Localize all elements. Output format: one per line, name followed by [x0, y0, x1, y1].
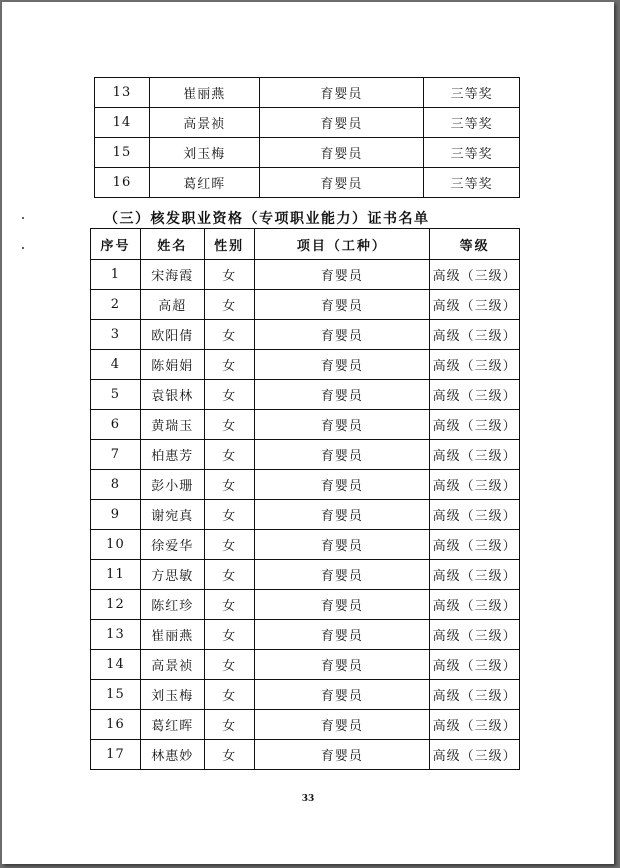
cell-level: 高级（三级） — [430, 350, 520, 380]
table-row — [91, 710, 520, 740]
table-row — [91, 290, 520, 320]
cell-name: 高超 — [140, 290, 204, 320]
cell-level: 高级（三级） — [430, 590, 520, 620]
cell-no: 16 — [95, 168, 150, 198]
cell-no: 15 — [91, 680, 141, 710]
cell-name: 林惠妙 — [140, 740, 204, 770]
cell-gender: 女 — [204, 560, 254, 590]
cell-project: 育婴员 — [254, 710, 430, 740]
cell-level: 高级（三级） — [430, 290, 520, 320]
table-row — [91, 500, 520, 530]
table-row — [95, 108, 520, 138]
cell-project: 育婴员 — [254, 290, 430, 320]
cell-project: 育婴员 — [254, 590, 430, 620]
table-row — [91, 590, 520, 620]
cell-level: 高级（三级） — [430, 680, 520, 710]
cell-no: 13 — [91, 620, 141, 650]
cell-project: 育婴员 — [254, 410, 430, 440]
cell-level: 高级（三级） — [430, 650, 520, 680]
cell-gender: 女 — [204, 380, 254, 410]
cell-gender: 女 — [204, 740, 254, 770]
cell-gender: 女 — [204, 440, 254, 470]
cell-name: 高景祯 — [140, 650, 204, 680]
cell-gender: 女 — [204, 650, 254, 680]
cell-level: 高级（三级） — [430, 410, 520, 440]
table-row — [91, 560, 520, 590]
cell-name: 陈红珍 — [140, 590, 204, 620]
table-header-row — [91, 229, 520, 260]
cell-name: 方思敏 — [140, 560, 204, 590]
cell-name: 刘玉梅 — [140, 680, 204, 710]
cell-name: 崔丽燕 — [149, 78, 259, 108]
cell-project: 育婴员 — [254, 320, 430, 350]
cell-level: 高级（三级） — [430, 620, 520, 650]
cell-name: 谢宛真 — [140, 500, 204, 530]
cell-level: 高级（三级） — [430, 710, 520, 740]
cell-name: 黄瑞玉 — [140, 410, 204, 440]
certificate-table-body — [91, 260, 520, 770]
cell-job: 育婴员 — [259, 78, 424, 108]
cell-no: 11 — [91, 560, 141, 590]
cell-no: 10 — [91, 530, 141, 560]
cell-no: 15 — [95, 138, 150, 168]
cell-project: 育婴员 — [254, 560, 430, 590]
cell-no: 16 — [91, 710, 141, 740]
cell-award: 三等奖 — [424, 108, 520, 138]
table-row — [91, 320, 520, 350]
cell-level: 高级（三级） — [430, 440, 520, 470]
award-table-body — [95, 78, 520, 198]
cell-gender: 女 — [204, 680, 254, 710]
cell-project: 育婴员 — [254, 380, 430, 410]
award-table-continued — [94, 77, 520, 198]
table-row — [91, 650, 520, 680]
cell-name: 陈娟娟 — [140, 350, 204, 380]
cell-gender: 女 — [204, 710, 254, 740]
table-row — [91, 380, 520, 410]
cell-award: 三等奖 — [424, 138, 520, 168]
cell-name: 宋海霞 — [140, 260, 204, 290]
cell-gender: 女 — [204, 290, 254, 320]
cell-gender: 女 — [204, 410, 254, 440]
cell-name: 欧阳倩 — [140, 320, 204, 350]
table-row — [91, 440, 520, 470]
cell-no: 12 — [91, 590, 141, 620]
cell-no: 2 — [91, 290, 141, 320]
cell-name: 崔丽燕 — [140, 620, 204, 650]
margin-mark — [22, 247, 24, 249]
cell-no: 13 — [95, 78, 150, 108]
cell-no: 3 — [91, 320, 141, 350]
table-row — [91, 470, 520, 500]
table-row — [91, 620, 520, 650]
cell-level: 高级（三级） — [430, 560, 520, 590]
table-row — [91, 410, 520, 440]
table-row — [91, 680, 520, 710]
cell-level: 高级（三级） — [430, 260, 520, 290]
cell-name: 彭小珊 — [140, 470, 204, 500]
cell-project: 育婴员 — [254, 740, 430, 770]
cell-award: 三等奖 — [424, 168, 520, 198]
table-row — [91, 350, 520, 380]
cell-no: 9 — [91, 500, 141, 530]
cell-gender: 女 — [204, 350, 254, 380]
page-number: 33 — [301, 794, 315, 804]
cell-award: 三等奖 — [424, 78, 520, 108]
cell-no: 14 — [91, 650, 141, 680]
cell-project: 育婴员 — [254, 470, 430, 500]
cell-project: 育婴员 — [254, 500, 430, 530]
cell-gender: 女 — [204, 320, 254, 350]
cell-job: 育婴员 — [259, 138, 424, 168]
cell-level: 高级（三级） — [430, 320, 520, 350]
certificate-table — [90, 228, 520, 770]
table-row — [91, 530, 520, 560]
document-page — [2, 2, 614, 864]
cell-gender: 女 — [204, 500, 254, 530]
cell-no: 4 — [91, 350, 141, 380]
cell-project: 育婴员 — [254, 620, 430, 650]
cell-level: 高级（三级） — [430, 500, 520, 530]
cell-name: 葛红晖 — [149, 168, 259, 198]
cell-project: 育婴员 — [254, 260, 430, 290]
cell-no: 8 — [91, 470, 141, 500]
cell-name: 葛红晖 — [140, 710, 204, 740]
table-row — [95, 138, 520, 168]
cell-name: 袁银林 — [140, 380, 204, 410]
cell-project: 育婴员 — [254, 650, 430, 680]
cell-gender: 女 — [204, 260, 254, 290]
table-row — [91, 740, 520, 770]
cell-job: 育婴员 — [259, 108, 424, 138]
header-level: 等级 — [430, 229, 520, 260]
cell-level: 高级（三级） — [430, 740, 520, 770]
cell-gender: 女 — [204, 530, 254, 560]
cell-level: 高级（三级） — [430, 470, 520, 500]
cell-level: 高级（三级） — [430, 380, 520, 410]
cell-project: 育婴员 — [254, 440, 430, 470]
cell-name: 高景祯 — [149, 108, 259, 138]
cell-project: 育婴员 — [254, 530, 430, 560]
margin-mark — [22, 217, 24, 219]
cell-no: 6 — [91, 410, 141, 440]
cell-no: 17 — [91, 740, 141, 770]
cell-project: 育婴员 — [254, 680, 430, 710]
header-name: 姓名 — [140, 229, 204, 260]
cell-gender: 女 — [204, 470, 254, 500]
cell-job: 育婴员 — [259, 168, 424, 198]
cell-name: 徐爱华 — [140, 530, 204, 560]
table-row — [91, 260, 520, 290]
cell-project: 育婴员 — [254, 350, 430, 380]
cell-no: 1 — [91, 260, 141, 290]
cell-level: 高级（三级） — [430, 530, 520, 560]
cell-no: 14 — [95, 108, 150, 138]
cell-no: 5 — [91, 380, 141, 410]
cell-gender: 女 — [204, 590, 254, 620]
cell-gender: 女 — [204, 620, 254, 650]
cell-name: 柏惠芳 — [140, 440, 204, 470]
table-row — [95, 168, 520, 198]
cell-no: 7 — [91, 440, 141, 470]
header-project: 项目（工种） — [254, 229, 430, 260]
table-row — [95, 78, 520, 108]
cell-name: 刘玉梅 — [149, 138, 259, 168]
header-gender: 性别 — [204, 229, 254, 260]
header-no: 序号 — [91, 229, 141, 260]
section-title: （三）核发职业资格（专项职业能力）证书名单 — [104, 211, 430, 227]
